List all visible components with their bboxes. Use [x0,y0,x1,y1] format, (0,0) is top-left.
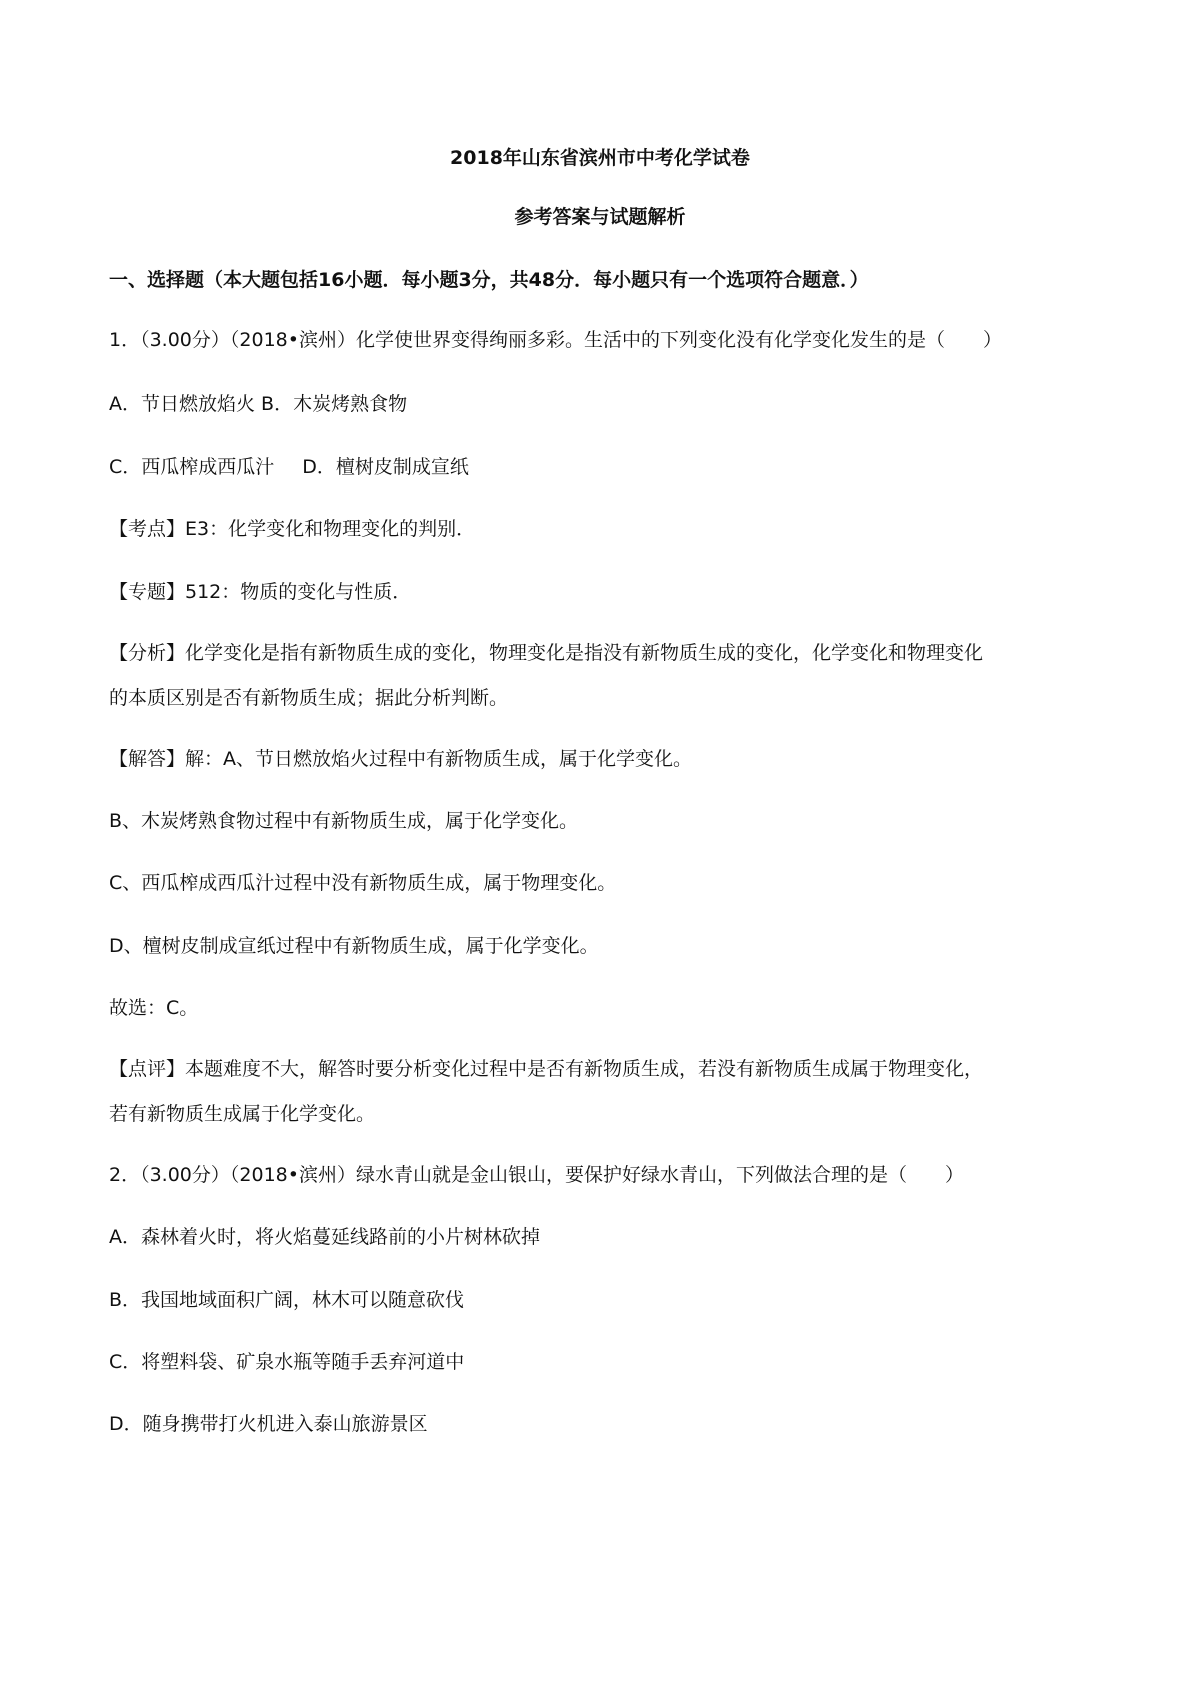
q2-option-c: C．将塑料袋、矿泉水瓶等随手丢弃河道中 [109,1351,465,1373]
q2-stem: 2．（3.00分）（2018•滨州）绿水青山就是金山银山，要保护好绿水青山，下列做法合理的是（ ） [109,1164,964,1186]
q2-option-a: A．森林着火时，将火焰蔓延线路前的小片树林砍掉 [109,1226,540,1248]
section-heading: 一、选择题（本大题包括16小题．每小题3分，共48分．每小题只有一个选项符合题意．） [109,269,869,291]
q1-jieda-a: 【解答】解：A、节日燃放焰火过程中有新物质生成，属于化学变化。 [109,748,692,770]
q1-jieda-d: D、檀树皮制成宣纸过程中有新物质生成，属于化学变化。 [109,935,599,957]
q1-fenxi-line2: 的本质区别是否有新物质生成；据此分析判断。 [109,687,509,709]
q1-option-a: A．节日燃放焰火 [109,393,255,415]
q1-stem: 1．（3.00分）（2018•滨州）化学使世界变得绚丽多彩。生活中的下列变化没有化学变化发生的是（ ） [109,329,1002,351]
q1-option-d: D．檀树皮制成宣纸 [302,456,469,478]
document-title: 2018年山东省滨州市中考化学试卷 [450,147,750,169]
q1-option-b: B．木炭烤熟食物 [261,393,408,415]
q1-jieda-c: C、西瓜榨成西瓜汁过程中没有新物质生成，属于物理变化。 [109,872,617,894]
q1-zhuanti: 【专题】512：物质的变化与性质． [109,581,412,603]
q1-options-ab [109,392,407,416]
q1-options-cd [109,455,469,479]
document-subtitle: 参考答案与试题解析 [514,206,686,228]
q2-option-d: D．随身携带打火机进入泰山旅游景区 [109,1413,428,1435]
q1-dianping-line1: 【点评】本题难度不大，解答时要分析变化过程中是否有新物质生成，若没有新物质生成属于物理变化， [109,1058,984,1080]
q1-fenxi-line1: 【分析】化学变化是指有新物质生成的变化，物理变化是指没有新物质生成的变化，化学变化和物理变化 [109,642,984,664]
q2-option-b: B．我国地域面积广阔，林木可以随意砍伐 [109,1289,465,1311]
q1-jieda-b: B、木炭烤熟食物过程中有新物质生成，属于化学变化。 [109,810,579,832]
q1-kaodian: 【考点】E3：化学变化和物理变化的判别． [109,518,476,540]
q1-dianping-line2: 若有新物质生成属于化学变化。 [109,1103,376,1125]
q1-answer: 故选：C。 [109,997,199,1019]
q1-option-c: C．西瓜榨成西瓜汁 [109,456,275,478]
